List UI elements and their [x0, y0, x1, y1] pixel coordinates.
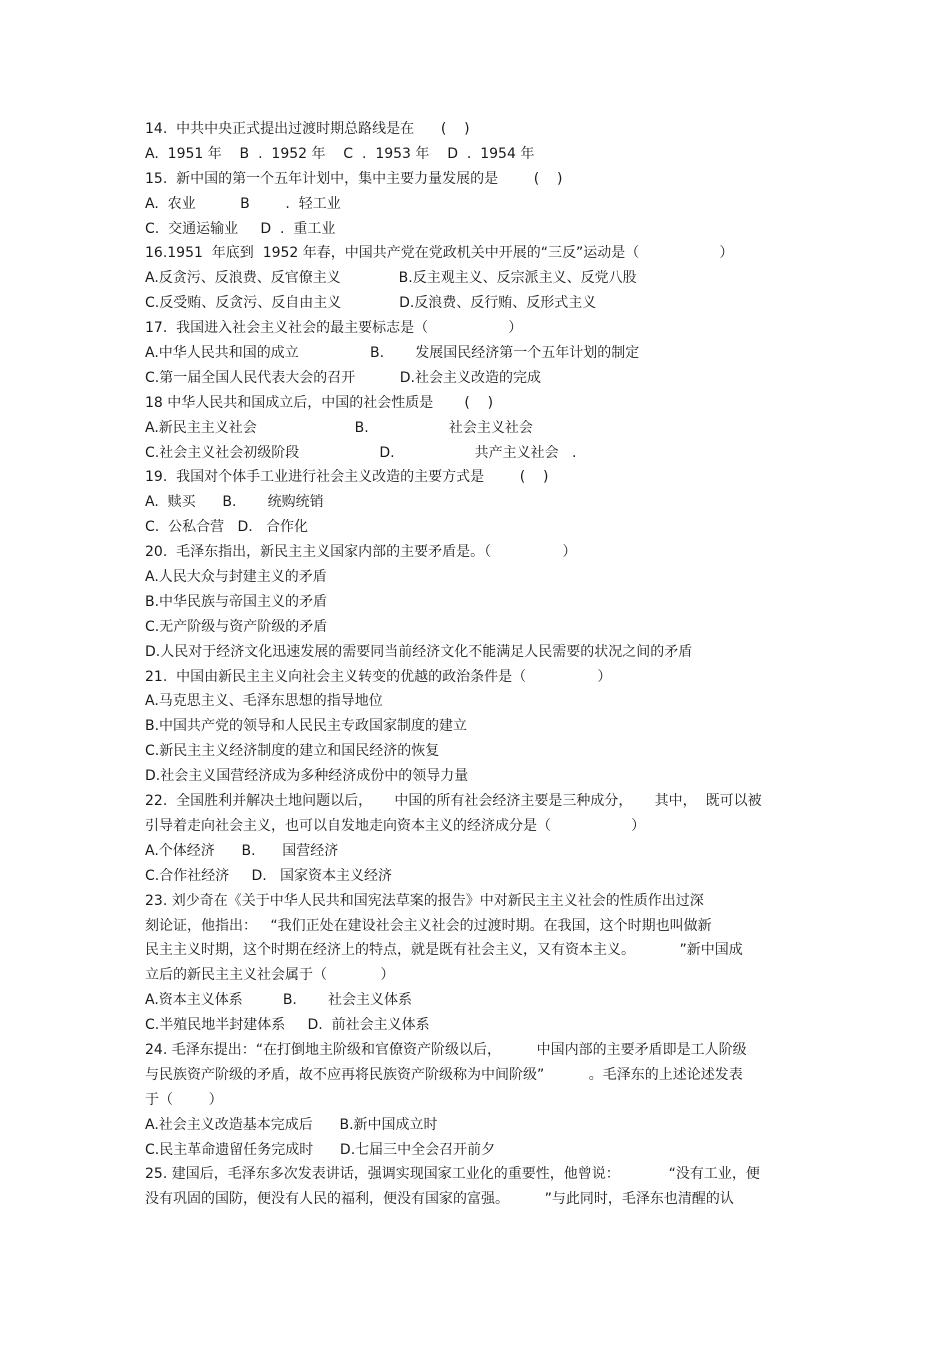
- text-line: 19. 我国对个体手工业进行社会主义改造的主要方式是 ( ): [145, 469, 549, 486]
- text-line: A.社会主义改造基本完成后 B.新中国成立时: [145, 1116, 438, 1133]
- text-line: 民主主义时期，这个时期在经济上的特点，就是既有社会主义，又有资本主义。 ”新中国成: [145, 942, 743, 959]
- text-line: 15. 新中国的第一个五年计划中，集中主要力量发展的是 ( ): [145, 170, 563, 187]
- text-line: 没有巩固的国防，便没有人民的福利，便没有国家的富强。 ”与此同时，毛泽东也清醒的认: [145, 1191, 734, 1208]
- text-line: C. 交通运输业 D . 重工业: [145, 220, 336, 237]
- text-line: C.合作社经济 D. 国家资本主义经济: [145, 867, 393, 884]
- text-line: 于（ ）: [145, 1091, 223, 1108]
- text-line: 22. 全国胜利并解决土地问题以后， 中国的所有社会经济主要是三种成分， 其中， 既可以被: [145, 793, 762, 810]
- text-line: 20. 毛泽东指出，新民主主义国家内部的主要矛盾是。（ ）: [145, 544, 577, 561]
- text-line: C.新民主主义经济制度的建立和国民经济的恢复: [145, 743, 440, 760]
- text-line: A. 赎买 B. 统购统销: [145, 494, 324, 511]
- text-line: B.中国共产党的领导和人民民主专政国家制度的建立: [145, 718, 468, 735]
- text-line: D.社会主义国营经济成为多种经济成份中的领导力量: [145, 768, 469, 785]
- text-line: A. 农业 B . 轻工业: [145, 195, 341, 212]
- text-line: C. 公私合营 D. 合作化: [145, 519, 309, 536]
- text-line: 刻论证，他指出： “我们正处在建设社会主义社会的过渡时期。在我国，这个时期也叫做新: [145, 917, 712, 934]
- text-line: C.无产阶级与资产阶级的矛盾: [145, 618, 328, 635]
- text-line: D.人民对于经济文化迅速发展的需要同当前经济文化不能满足人民需要的状况之间的矛盾: [145, 643, 693, 660]
- text-line: 14. 中共中央正式提出过渡时期总路线是在 ( ): [145, 121, 470, 137]
- text-line: C.社会主义社会初级阶段 D. 共产主义社会 .: [145, 444, 577, 461]
- text-line: 16.1951 年底到 1952 年春，中国共产党在党政机关中开展的“三反”运动是（ ）: [145, 245, 734, 262]
- text-line: A.反贪污、反浪费、反官僚主义 B.反主观主义、反宗派主义、反党八股: [145, 270, 637, 287]
- text-line: C.民主革命遗留任务完成时 D.七届三中全会召开前夕: [145, 1141, 496, 1158]
- text-line: 24. 毛泽东提出：“在打倒地主阶级和官僚资产阶级以后， 中国内部的主要矛盾即是工人阶级: [145, 1041, 747, 1058]
- text-line: B.中华民族与帝国主义的矛盾: [145, 593, 328, 610]
- text-line: A.资本主义体系 B. 社会主义体系: [145, 992, 413, 1009]
- text-line: 引导着走向社会主义，也可以自发地走向资本主义的经济成分是（ ）: [145, 817, 646, 834]
- text-line: A.个体经济 B. 国营经济: [145, 842, 339, 859]
- text-line: 21. 中国由新民主主义向社会主义转变的优越的政治条件是（ ）: [145, 668, 612, 685]
- text-line: 18 中华人民共和国成立后，中国的社会性质是 ( ): [145, 394, 494, 411]
- text-line: A. 1951 年 B . 1952 年 C . 1953 年 D . 1954 年: [145, 145, 535, 162]
- text-line: C.半殖民地半封建体系 D. 前社会主义体系: [145, 1017, 430, 1034]
- text-line: 与民族资产阶级的矛盾，故不应再将民族资产阶级称为中间阶级” 。毛泽东的上述论述发表: [145, 1066, 743, 1083]
- text-line: A.人民大众与封建主义的矛盾: [145, 569, 327, 586]
- document-body: [145, 117, 810, 1212]
- text-line: 23. 刘少奇在《关于中华人民共和国宪法草案的报告》中对新民主主义社会的性质作出过深: [145, 892, 704, 909]
- text-line: A.中华人民共和国的成立 B. 发展国民经济第一个五年计划的制定: [145, 345, 640, 362]
- text-line: 25. 建国后，毛泽东多次发表讲话，强调实现国家工业化的重要性，他曾说： “没有工业，便: [145, 1166, 760, 1183]
- text-line: C.第一届全国人民代表大会的召开 D.社会主义改造的完成: [145, 369, 541, 386]
- text-line: A.新民主主义社会 B. 社会主义社会: [145, 419, 533, 436]
- text-line: C.反受贿、反贪污、反自由主义 D.反浪费、反行贿、反形式主义: [145, 295, 597, 312]
- text-line: 17. 我国进入社会主义社会的最主要标志是（ ）: [145, 320, 523, 337]
- text-line: 立后的新民主主义社会属于（ ）: [145, 967, 395, 984]
- text-line: A.马克思主义、毛泽东思想的指导地位: [145, 693, 383, 710]
